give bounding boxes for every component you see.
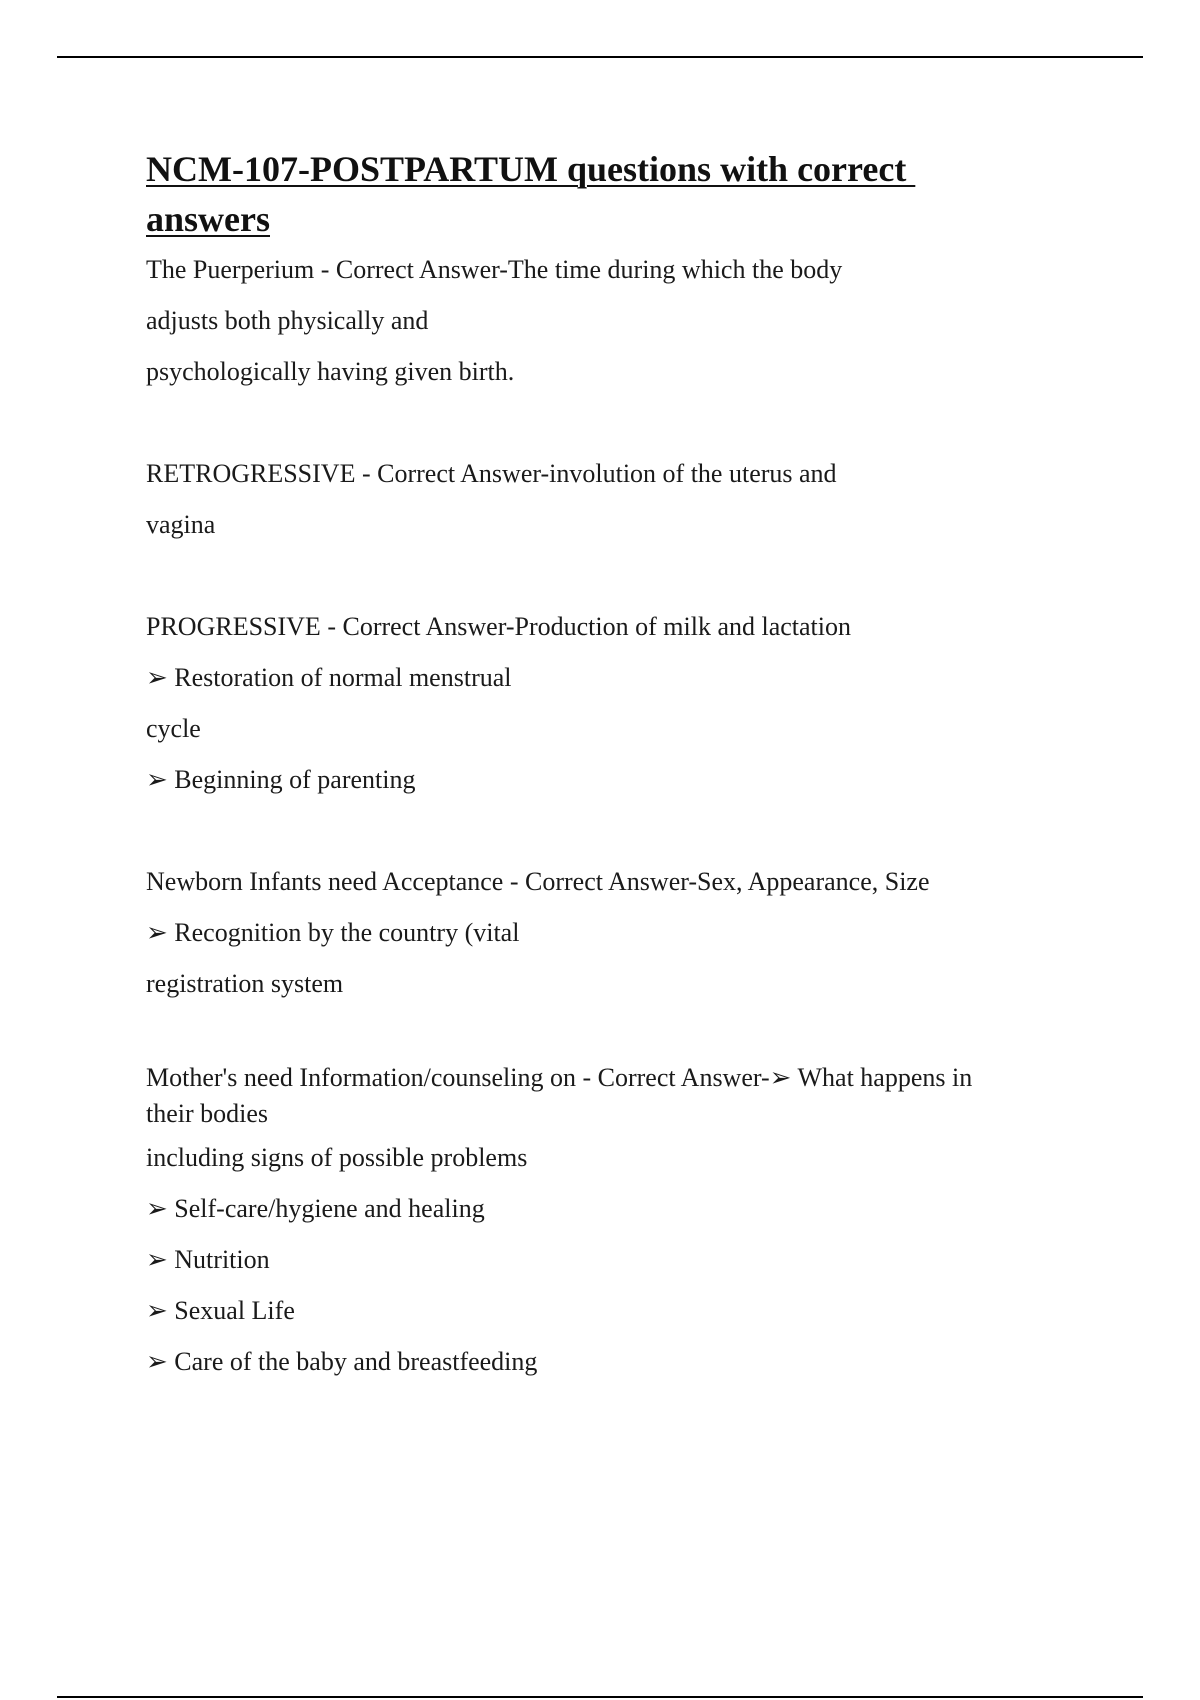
document-body (146, 144, 1086, 1387)
qa-line: registration system (146, 969, 344, 998)
qa-entry-progressive (146, 601, 1086, 805)
entry-gap (146, 805, 1086, 856)
qa-line: Mother's need Information/counseling on - Correct Answer-➢ What happens in (146, 1063, 973, 1092)
title-line: answers (146, 199, 270, 239)
title-line: NCM-107-POSTPARTUM questions with correct (146, 149, 916, 189)
qa-line: cycle (146, 714, 201, 743)
bottom-rule (57, 1696, 1143, 1698)
qa-entry-mothers-need (146, 1060, 1086, 1387)
qa-line: vagina (146, 510, 216, 539)
qa-line: ➢ Sexual Life (146, 1296, 295, 1325)
qa-line: their bodies (146, 1099, 269, 1128)
qa-line: ➢ Care of the baby and breastfeeding (146, 1347, 538, 1376)
entry-gap (146, 397, 1086, 448)
entry-gap (146, 550, 1086, 601)
qa-line: PROGRESSIVE - Correct Answer-Production of milk and lactation (146, 612, 851, 641)
entry-gap (146, 1009, 1086, 1060)
qa-line: ➢ Self-care/hygiene and healing (146, 1194, 485, 1223)
qa-line: including signs of possible problems (146, 1143, 528, 1172)
qa-line: ➢ Recognition by the country (vital (146, 918, 520, 947)
qa-line: Newborn Infants need Acceptance - Correct Answer-Sex, Appearance, Size (146, 867, 930, 896)
qa-entry-newborn-acceptance (146, 856, 1086, 1009)
qa-line: psychologically having given birth. (146, 357, 515, 386)
document-title (146, 144, 1086, 244)
qa-line: ➢ Restoration of normal menstrual (146, 663, 512, 692)
qa-entry-puerperium (146, 244, 1086, 397)
qa-line: The Puerperium - Correct Answer-The time during which the body (146, 255, 843, 284)
qa-entry-retrogressive (146, 448, 1086, 550)
qa-line: RETROGRESSIVE - Correct Answer-involution of the uterus and (146, 459, 837, 488)
top-rule (57, 56, 1143, 58)
qa-line: adjusts both physically and (146, 306, 429, 335)
qa-line: ➢ Beginning of parenting (146, 765, 416, 794)
qa-line: ➢ Nutrition (146, 1245, 270, 1274)
